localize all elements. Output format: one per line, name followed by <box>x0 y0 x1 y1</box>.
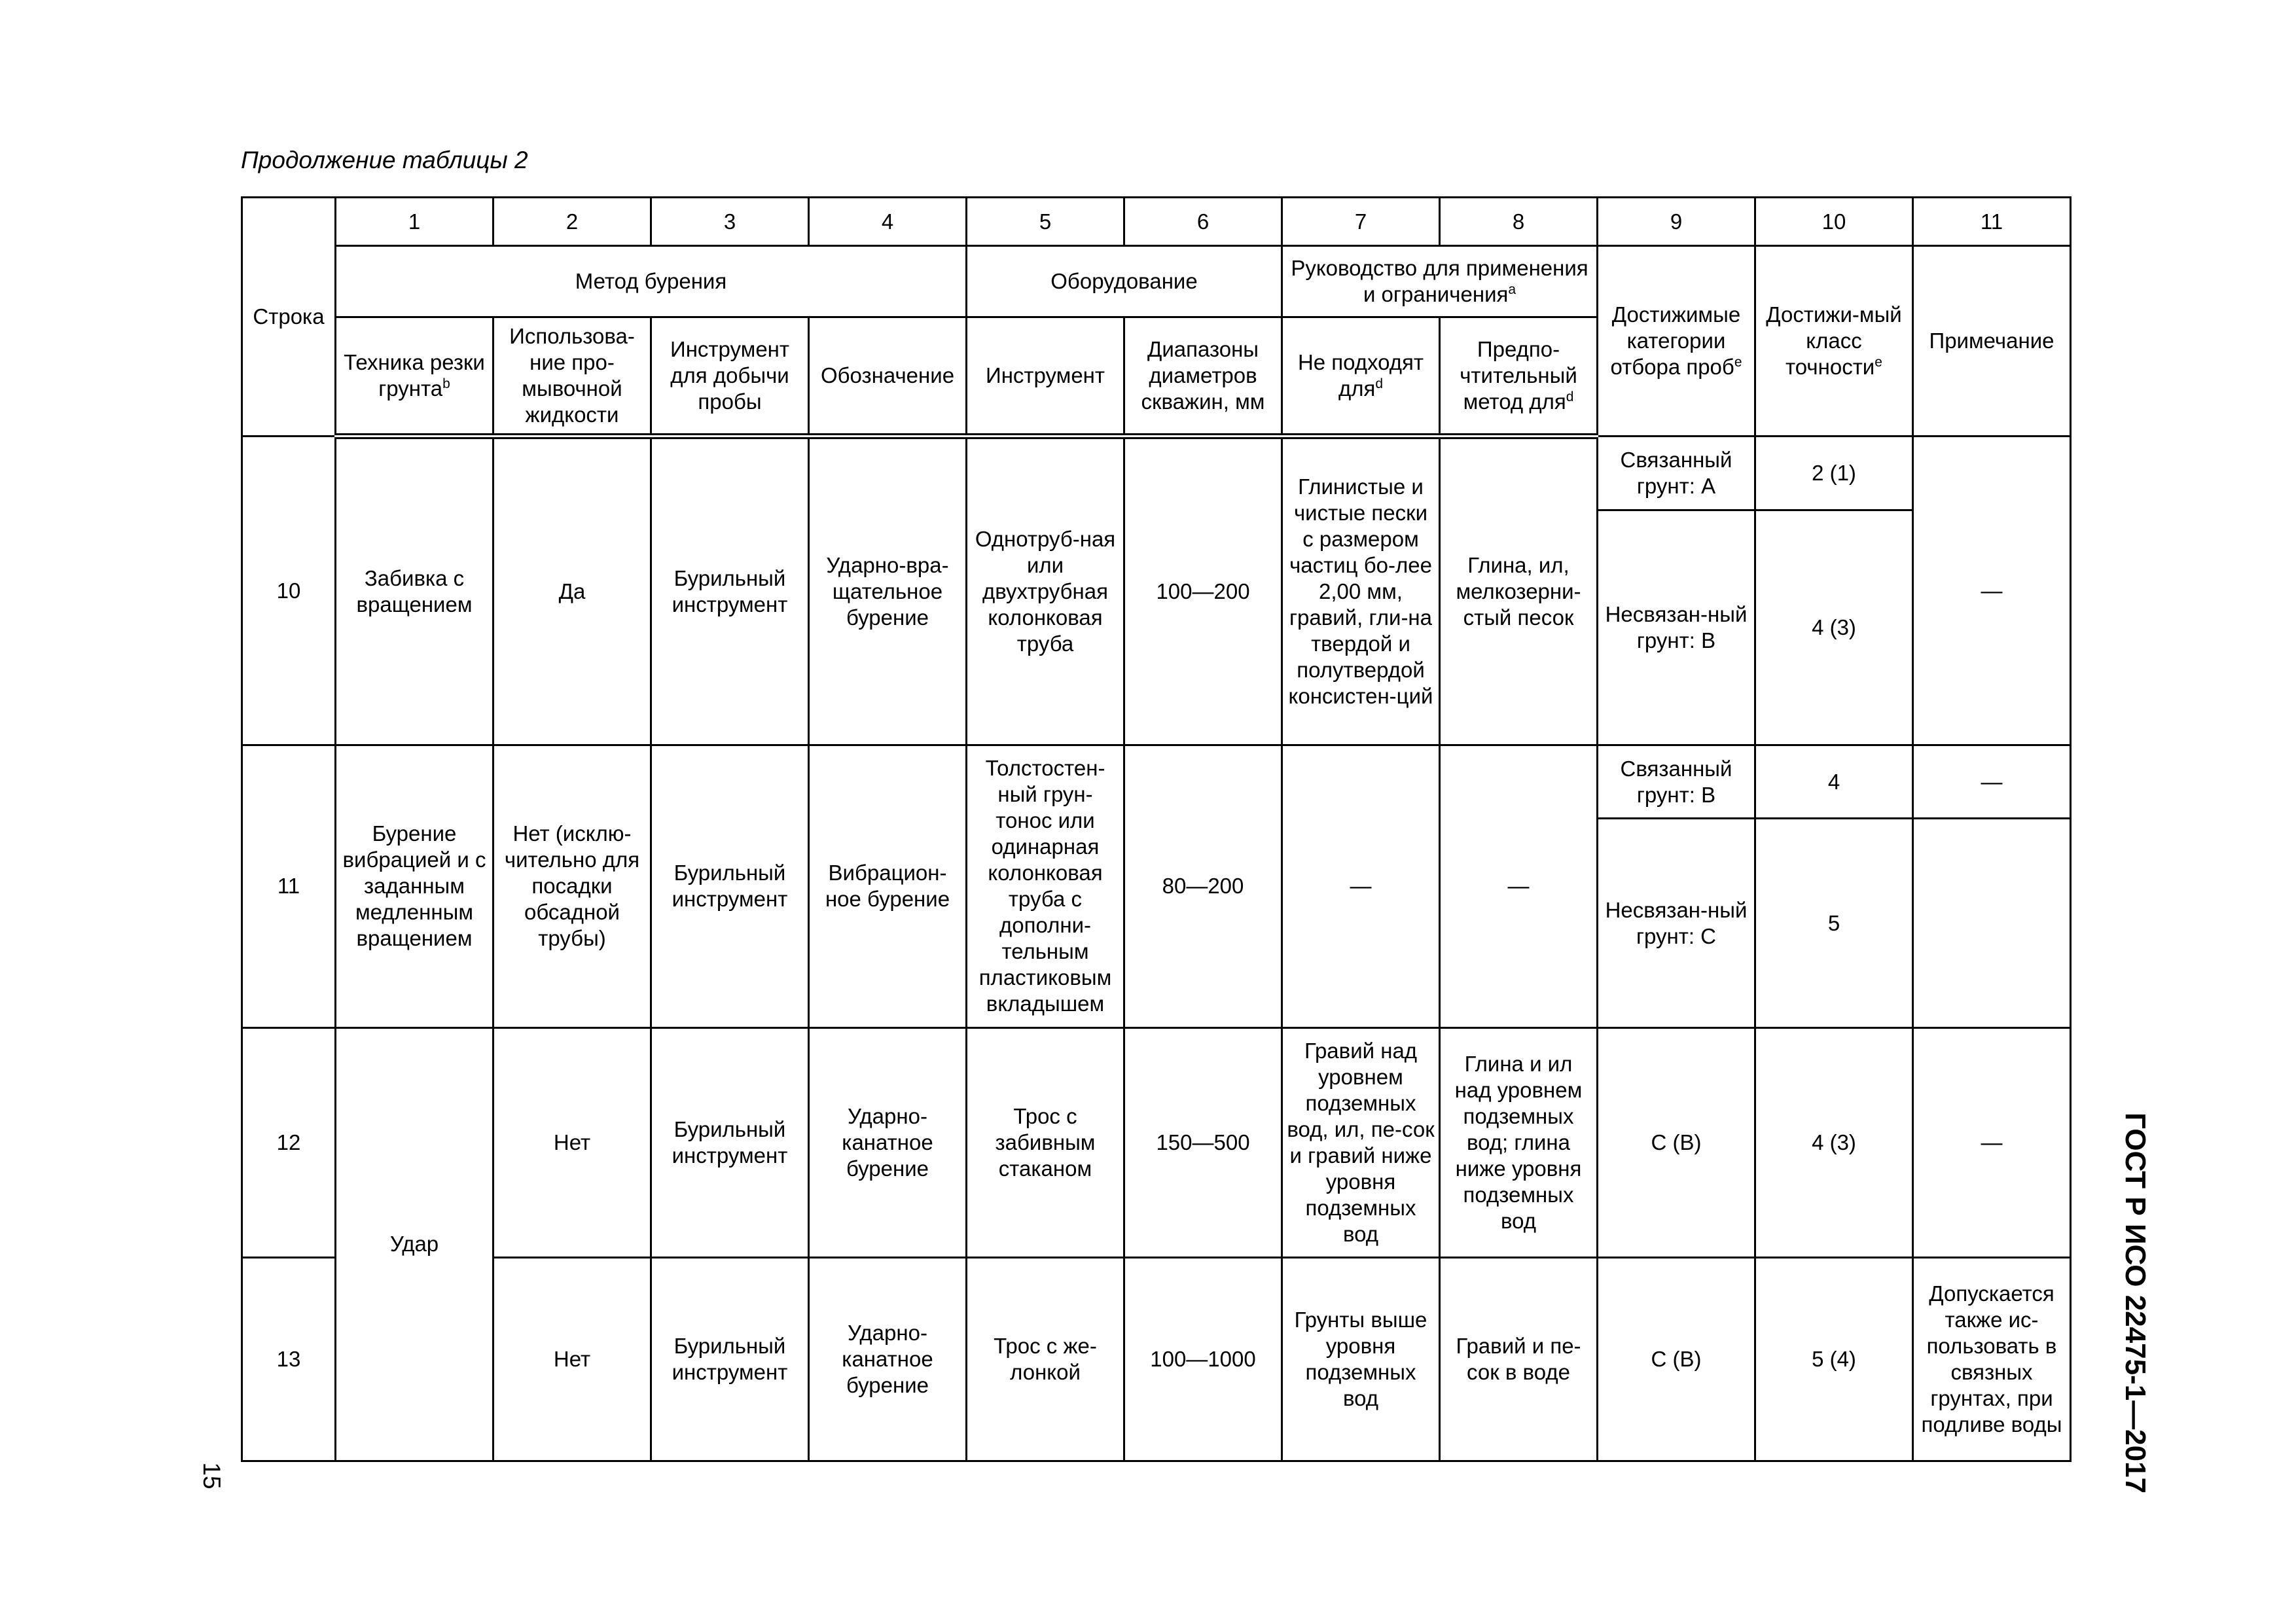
table-caption: Продолжение таблицы 2 <box>241 147 528 173</box>
col-number: 8 <box>1440 198 1598 246</box>
col-number: 7 <box>1282 198 1440 246</box>
table-cell: — <box>1913 437 2071 745</box>
col-number: 5 <box>967 198 1124 246</box>
table-cell: Да <box>493 437 651 745</box>
table-row <box>242 1257 2071 1461</box>
table-cell: Трос с забивным стаканом <box>967 1027 1124 1257</box>
header-not-suitable <box>1282 317 1440 437</box>
table-cell: Бурильный инструмент <box>651 437 809 745</box>
table-cell: 5 (4) <box>1755 1257 1913 1461</box>
row-number: 11 <box>242 745 336 1028</box>
row-number: 13 <box>242 1257 336 1461</box>
footnote-marker: e <box>1874 355 1882 370</box>
table-cell: 4 (3) <box>1755 510 1913 745</box>
header-text: Достижи-мый класс точности <box>1766 302 1902 380</box>
table-cell: Глина, ил, мелкозерни-стый песок <box>1440 437 1598 745</box>
footnote-marker: e <box>1734 355 1742 370</box>
header-soil-cutting <box>336 317 493 437</box>
table-cell: Допускается также ис-пользовать в связных грунтах, при подливе воды <box>1913 1257 2071 1461</box>
page-number: 15 <box>198 1462 225 1489</box>
col-number: 10 <box>1755 198 1913 246</box>
table-cell: — <box>1913 745 2071 819</box>
header-text: Достижимые категории отбора проб <box>1610 302 1741 380</box>
table-cell: 4 <box>1755 745 1913 819</box>
group-header-method: Метод бурения <box>336 246 967 317</box>
col-number: 4 <box>809 198 967 246</box>
header-sampling-categories <box>1598 246 1755 437</box>
table-cell: Бурильный инструмент <box>651 1257 809 1461</box>
header-text: Предпо-чтительный метод для <box>1460 336 1577 414</box>
table-cell: Вибрацион-ное бурение <box>809 745 967 1028</box>
table-cell: 2 (1) <box>1755 437 1913 510</box>
table-cell: — <box>1440 745 1598 1028</box>
column-number-row <box>242 198 2071 246</box>
table-cell: C (B) <box>1598 1257 1755 1461</box>
row-label-header: Строка <box>242 198 336 437</box>
table-cell: Толстостен-ный грун-тонос или одинарная колонковая труба с дополни-тельным пластиковым вкладышем <box>967 745 1124 1028</box>
header-flushing-fluid: Использова-ние про-мывочной жидкости <box>493 317 651 437</box>
table-cell: — <box>1282 745 1440 1028</box>
table-cell: Связанный грунт: B <box>1598 745 1755 819</box>
table-cell: Бурение вибрацией и с заданным медленным вращением <box>336 745 493 1028</box>
table-cell: Удар <box>336 1027 493 1461</box>
header-sampling-tool: Инструмент для добычи пробы <box>651 317 809 437</box>
table-cell: Глинистые и чистые пески с размером частиц бо-лее 2,00 мм, гравий, гли-на твердой и полутвердой консистен-ций <box>1282 437 1440 745</box>
drilling-methods-table <box>241 196 2072 1462</box>
header-preferred <box>1440 317 1598 437</box>
table-cell: 100—200 <box>1124 437 1282 745</box>
table-cell: 100—1000 <box>1124 1257 1282 1461</box>
table-cell: Несвязан-ный грунт: C <box>1598 819 1755 1027</box>
table-cell: Гравий и пе-сок в воде <box>1440 1257 1598 1461</box>
table-cell: Грунты выше уровня подземных вод <box>1282 1257 1440 1461</box>
table-cell: Трос с же-лонкой <box>967 1257 1124 1461</box>
table-cell: Гравий над уровнем подземных вод, ил, пе-сок и гравий ниже уровня подземных вод <box>1282 1027 1440 1257</box>
table-row <box>242 1027 2071 1257</box>
col-number: 2 <box>493 198 651 246</box>
table-cell: Нет (исклю-чительно для посадки обсадной трубы) <box>493 745 651 1028</box>
table-cell: Забивка с вращением <box>336 437 493 745</box>
guidance-text: Руководство для применения и ограничения <box>1291 255 1588 306</box>
table-cell: Бурильный инструмент <box>651 745 809 1028</box>
col-number: 9 <box>1598 198 1755 246</box>
header-accuracy-class <box>1755 246 1913 437</box>
table-cell: Ударно-канатное бурение <box>809 1257 967 1461</box>
table-cell: Бурильный инструмент <box>651 1027 809 1257</box>
footnote-marker: b <box>442 376 450 391</box>
group-header-guidance <box>1282 246 1598 317</box>
col-number: 6 <box>1124 198 1282 246</box>
group-header-equipment: Оборудование <box>967 246 1282 317</box>
header-diameter-range: Диапазоны диаметров скважин, мм <box>1124 317 1282 437</box>
header-instrument: Инструмент <box>967 317 1124 437</box>
table-cell: Однотруб-ная или двухтрубная колонковая труба <box>967 437 1124 745</box>
table-cell: 5 <box>1755 819 1913 1027</box>
table-cell: Глина и ил над уровнем подземных вод; глина ниже уровня подземных вод <box>1440 1027 1598 1257</box>
col-number: 1 <box>336 198 493 246</box>
footnote-marker: d <box>1375 376 1384 391</box>
footnote-marker: d <box>1566 389 1574 404</box>
table-cell: Ударно-канатное бурение <box>809 1027 967 1257</box>
footnote-marker: a <box>1508 281 1516 297</box>
row-number: 12 <box>242 1027 336 1257</box>
table-row <box>242 437 2071 510</box>
document-designation: ГОСТ Р ИСО 22475-1—2017 <box>2119 1113 2151 1494</box>
table-cell: Нет <box>493 1027 651 1257</box>
row-number: 10 <box>242 437 336 745</box>
table-cell: 80—200 <box>1124 745 1282 1028</box>
header-text: Не подходят для <box>1297 349 1424 401</box>
table-cell <box>1913 819 2071 1027</box>
col-number: 3 <box>651 198 809 246</box>
header-text: Техника резки грунта <box>344 349 485 401</box>
table-cell: Нет <box>493 1257 651 1461</box>
header-designation: Обозначение <box>809 317 967 437</box>
table-cell: Несвязан-ный грунт: B <box>1598 510 1755 745</box>
col-number: 11 <box>1913 198 2071 246</box>
table-cell: Ударно-вра-щательное бурение <box>809 437 967 745</box>
table-cell: C (B) <box>1598 1027 1755 1257</box>
table-cell: — <box>1913 1027 2071 1257</box>
group-header-row <box>242 246 2071 317</box>
table-cell: Связанный грунт: A <box>1598 437 1755 510</box>
table-row <box>242 745 2071 819</box>
table-cell: 150—500 <box>1124 1027 1282 1257</box>
table-cell: 4 (3) <box>1755 1027 1913 1257</box>
header-note: Примечание <box>1913 246 2071 437</box>
